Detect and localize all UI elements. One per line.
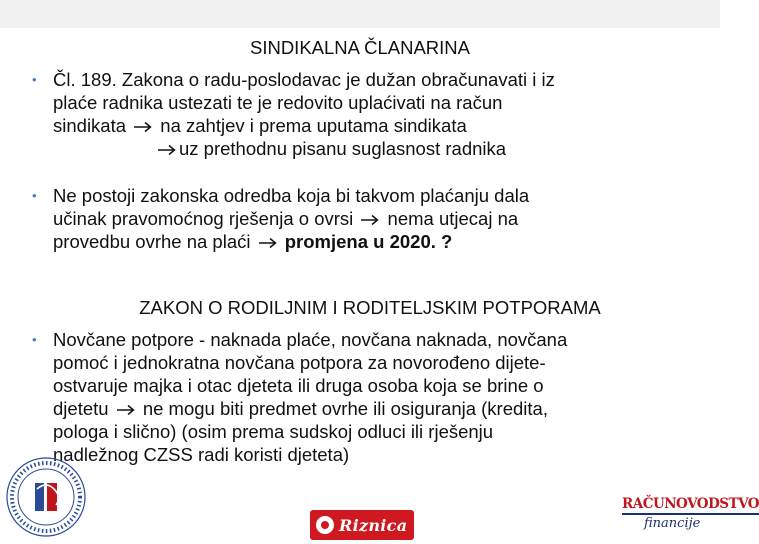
bullet-item <box>32 328 692 468</box>
arrow-right-icon <box>360 214 380 226</box>
text-line: pologa i slično) (osim prema sudskoj odluci ili rješenju <box>53 421 494 442</box>
text-fragment: učinak pravomoćnog rješenja o ovrsi <box>53 208 354 229</box>
bullet-dot-icon: • <box>32 332 37 347</box>
association-seal-logo <box>4 455 88 539</box>
section-title-zakon: ZAKON O RODILJNIM I RODITELJSKIM POTPORAMA <box>139 297 601 318</box>
text-fragment: sindikata <box>53 115 127 136</box>
emphasis-text: promjena u 2020. ? <box>284 231 453 252</box>
arrow-right-icon <box>258 237 278 249</box>
riznica-emblem-icon <box>316 516 334 534</box>
text-line <box>53 114 703 137</box>
section-title-sindikalna: SINDIKALNA ČLANARINA <box>249 37 470 58</box>
text-fragment: uz prethodnu pisanu suglasnost radnika <box>179 138 507 159</box>
arrow-right-icon <box>116 404 136 416</box>
text-line: nadležnog CZSS radi koristi djeteta) <box>53 444 350 465</box>
riznica-logo <box>310 510 414 540</box>
bullet-dot-icon: • <box>32 72 37 87</box>
text-fragment: nema utjecaj na <box>387 208 519 229</box>
bullet-dot-icon: • <box>32 188 37 203</box>
text-fragment: ne mogu biti predmet ovrhe ili osiguranja (kredita, <box>142 398 548 419</box>
text-line: pomoć i jednokratna novčana potpora za novorođeno dijete- <box>53 352 546 373</box>
text-fragment: na zahtjev i prema uputama sindikata <box>160 115 467 136</box>
text-line: plaće radnika ustezati te je redovito uplaćivati na račun <box>53 92 503 113</box>
text-line <box>53 207 703 230</box>
bullet-item <box>32 68 692 160</box>
text-line: Čl. 189. Zakona o radu-poslodavac je dužan obračunavati i iz <box>53 69 555 90</box>
bullet-text <box>53 184 703 253</box>
logo-text-top: RAČUNOVODSTVO <box>622 496 759 515</box>
text-fragment: djetetu <box>53 398 109 419</box>
text-line: Novčane potpore - naknada plaće, novčana naknada, novčana <box>53 329 568 350</box>
text-line: Ne postoji zakonska odredba koja bi takvom plaćanju dala <box>53 185 530 206</box>
text-fragment: provedbu ovrhe na plaći <box>53 231 251 252</box>
text-line <box>53 397 703 420</box>
text-line <box>53 137 703 160</box>
text-line: ostvaruje majka i otac djeteta ili druga osoba koja se brine o <box>53 375 544 396</box>
top-band <box>0 0 720 28</box>
bullet-text <box>53 328 703 466</box>
racunovodstvo-financije-logo <box>618 496 759 540</box>
arrow-right-icon <box>133 121 153 133</box>
bullet-text <box>53 68 703 160</box>
riznica-logo-text: Riznica <box>339 515 408 535</box>
logo-text-bottom: financije <box>644 516 701 531</box>
text-line <box>53 230 703 253</box>
arrow-right-icon <box>157 144 177 156</box>
bullet-item <box>32 184 692 254</box>
